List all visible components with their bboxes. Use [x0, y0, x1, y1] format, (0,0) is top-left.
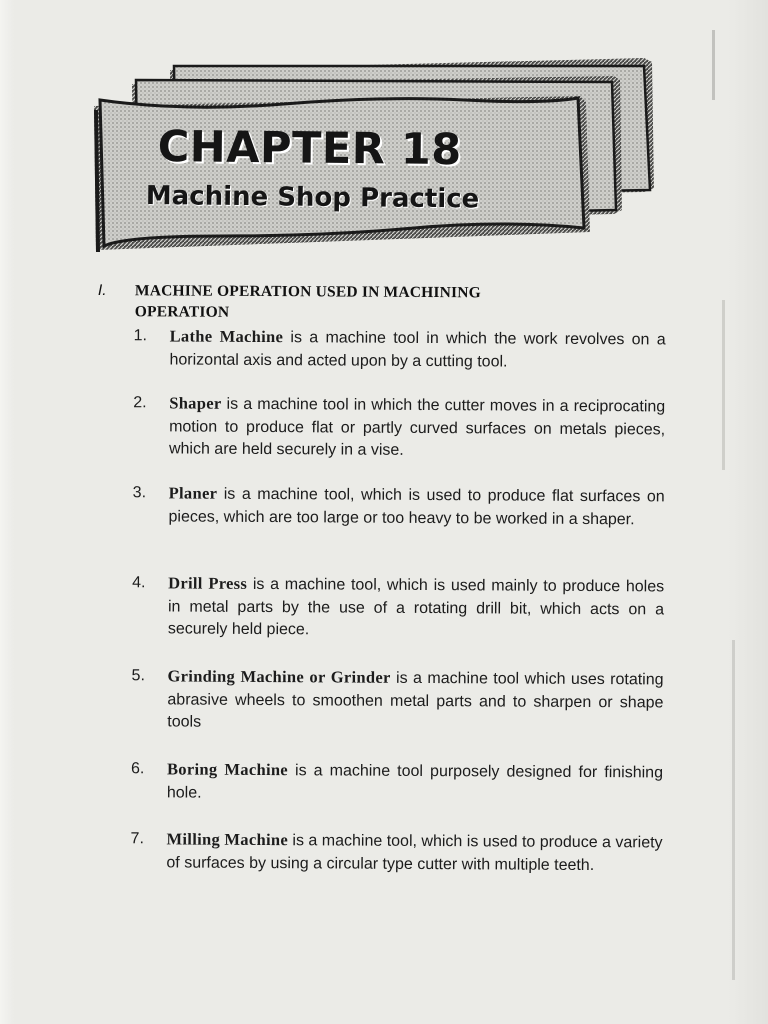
- list-item: [96, 482, 686, 532]
- scan-mark-bottom: [732, 640, 735, 980]
- item-term: Grinding Machine or Grinder: [167, 666, 391, 687]
- list-item: [95, 665, 685, 737]
- item-body: [169, 392, 665, 464]
- item-body: [167, 665, 663, 737]
- item-term: Lathe Machine: [169, 326, 284, 347]
- item-term: Milling Machine: [166, 829, 289, 850]
- item-term: Drill Press: [168, 573, 248, 593]
- scan-mark-middle: [722, 300, 725, 470]
- item-term: Shaper: [169, 393, 222, 413]
- section-heading-text: MACHINE OPERATION USED IN MACHINING OPERATION: [134, 282, 481, 321]
- item-term: Planer: [168, 483, 218, 503]
- item-body: [166, 828, 662, 877]
- chapter-subtitle: Machine Shop Practice: [145, 181, 480, 215]
- item-number: 1.: [133, 327, 148, 345]
- item-text: is a machine tool which uses rotating abrasive wheels to smoothen metal parts and to sharpen or shape tools: [167, 669, 664, 731]
- page-edge-left: [0, 0, 14, 1024]
- item-number: 2.: [133, 394, 147, 412]
- section-machine-operations: [97, 280, 698, 874]
- item-text: is a machine tool, which is used to produce a variety of surfaces by using a circular type cutter with multiple teeth.: [166, 832, 663, 874]
- item-number: 7.: [130, 830, 144, 848]
- item-number: 6.: [130, 760, 145, 778]
- list-item: [97, 325, 687, 375]
- chapter-title: CHAPTER 18: [157, 122, 462, 176]
- item-text: is a machine tool in which the work revolves on a horizontal axis and acted upon by a cutting tool.: [169, 329, 666, 371]
- item-text: is a machine tool, which is used to produce flat surfaces on pieces, which are too large or too heavy to be worked in a shaper.: [168, 485, 665, 528]
- item-body: [168, 572, 664, 644]
- list-item: [97, 392, 687, 464]
- list-item: [94, 828, 684, 878]
- item-term: Boring Machine: [166, 759, 289, 780]
- section-heading: [98, 280, 698, 326]
- section-number: I.: [97, 281, 107, 300]
- item-body: [167, 758, 663, 807]
- item-text: is a machine tool purposely designed for finishing hole.: [166, 762, 664, 802]
- item-number: 5.: [131, 667, 145, 685]
- list-item: [96, 572, 686, 644]
- item-text: is a machine tool in which the cutter moves in a reciprocating motion to produce flat or partly curved surfaces on metals pieces, which are held securely in a vise.: [168, 395, 666, 459]
- item-body: [169, 325, 665, 374]
- list-item: [95, 758, 685, 808]
- scan-mark-top: [712, 30, 715, 100]
- item-number: 3.: [132, 484, 147, 502]
- item-body: [168, 482, 664, 531]
- item-text: is a machine tool, which is used mainly to produce holes in metal parts by the use of a rotating drill bit, which acts on a securely held piece.: [167, 575, 665, 639]
- item-number: 4.: [132, 574, 146, 592]
